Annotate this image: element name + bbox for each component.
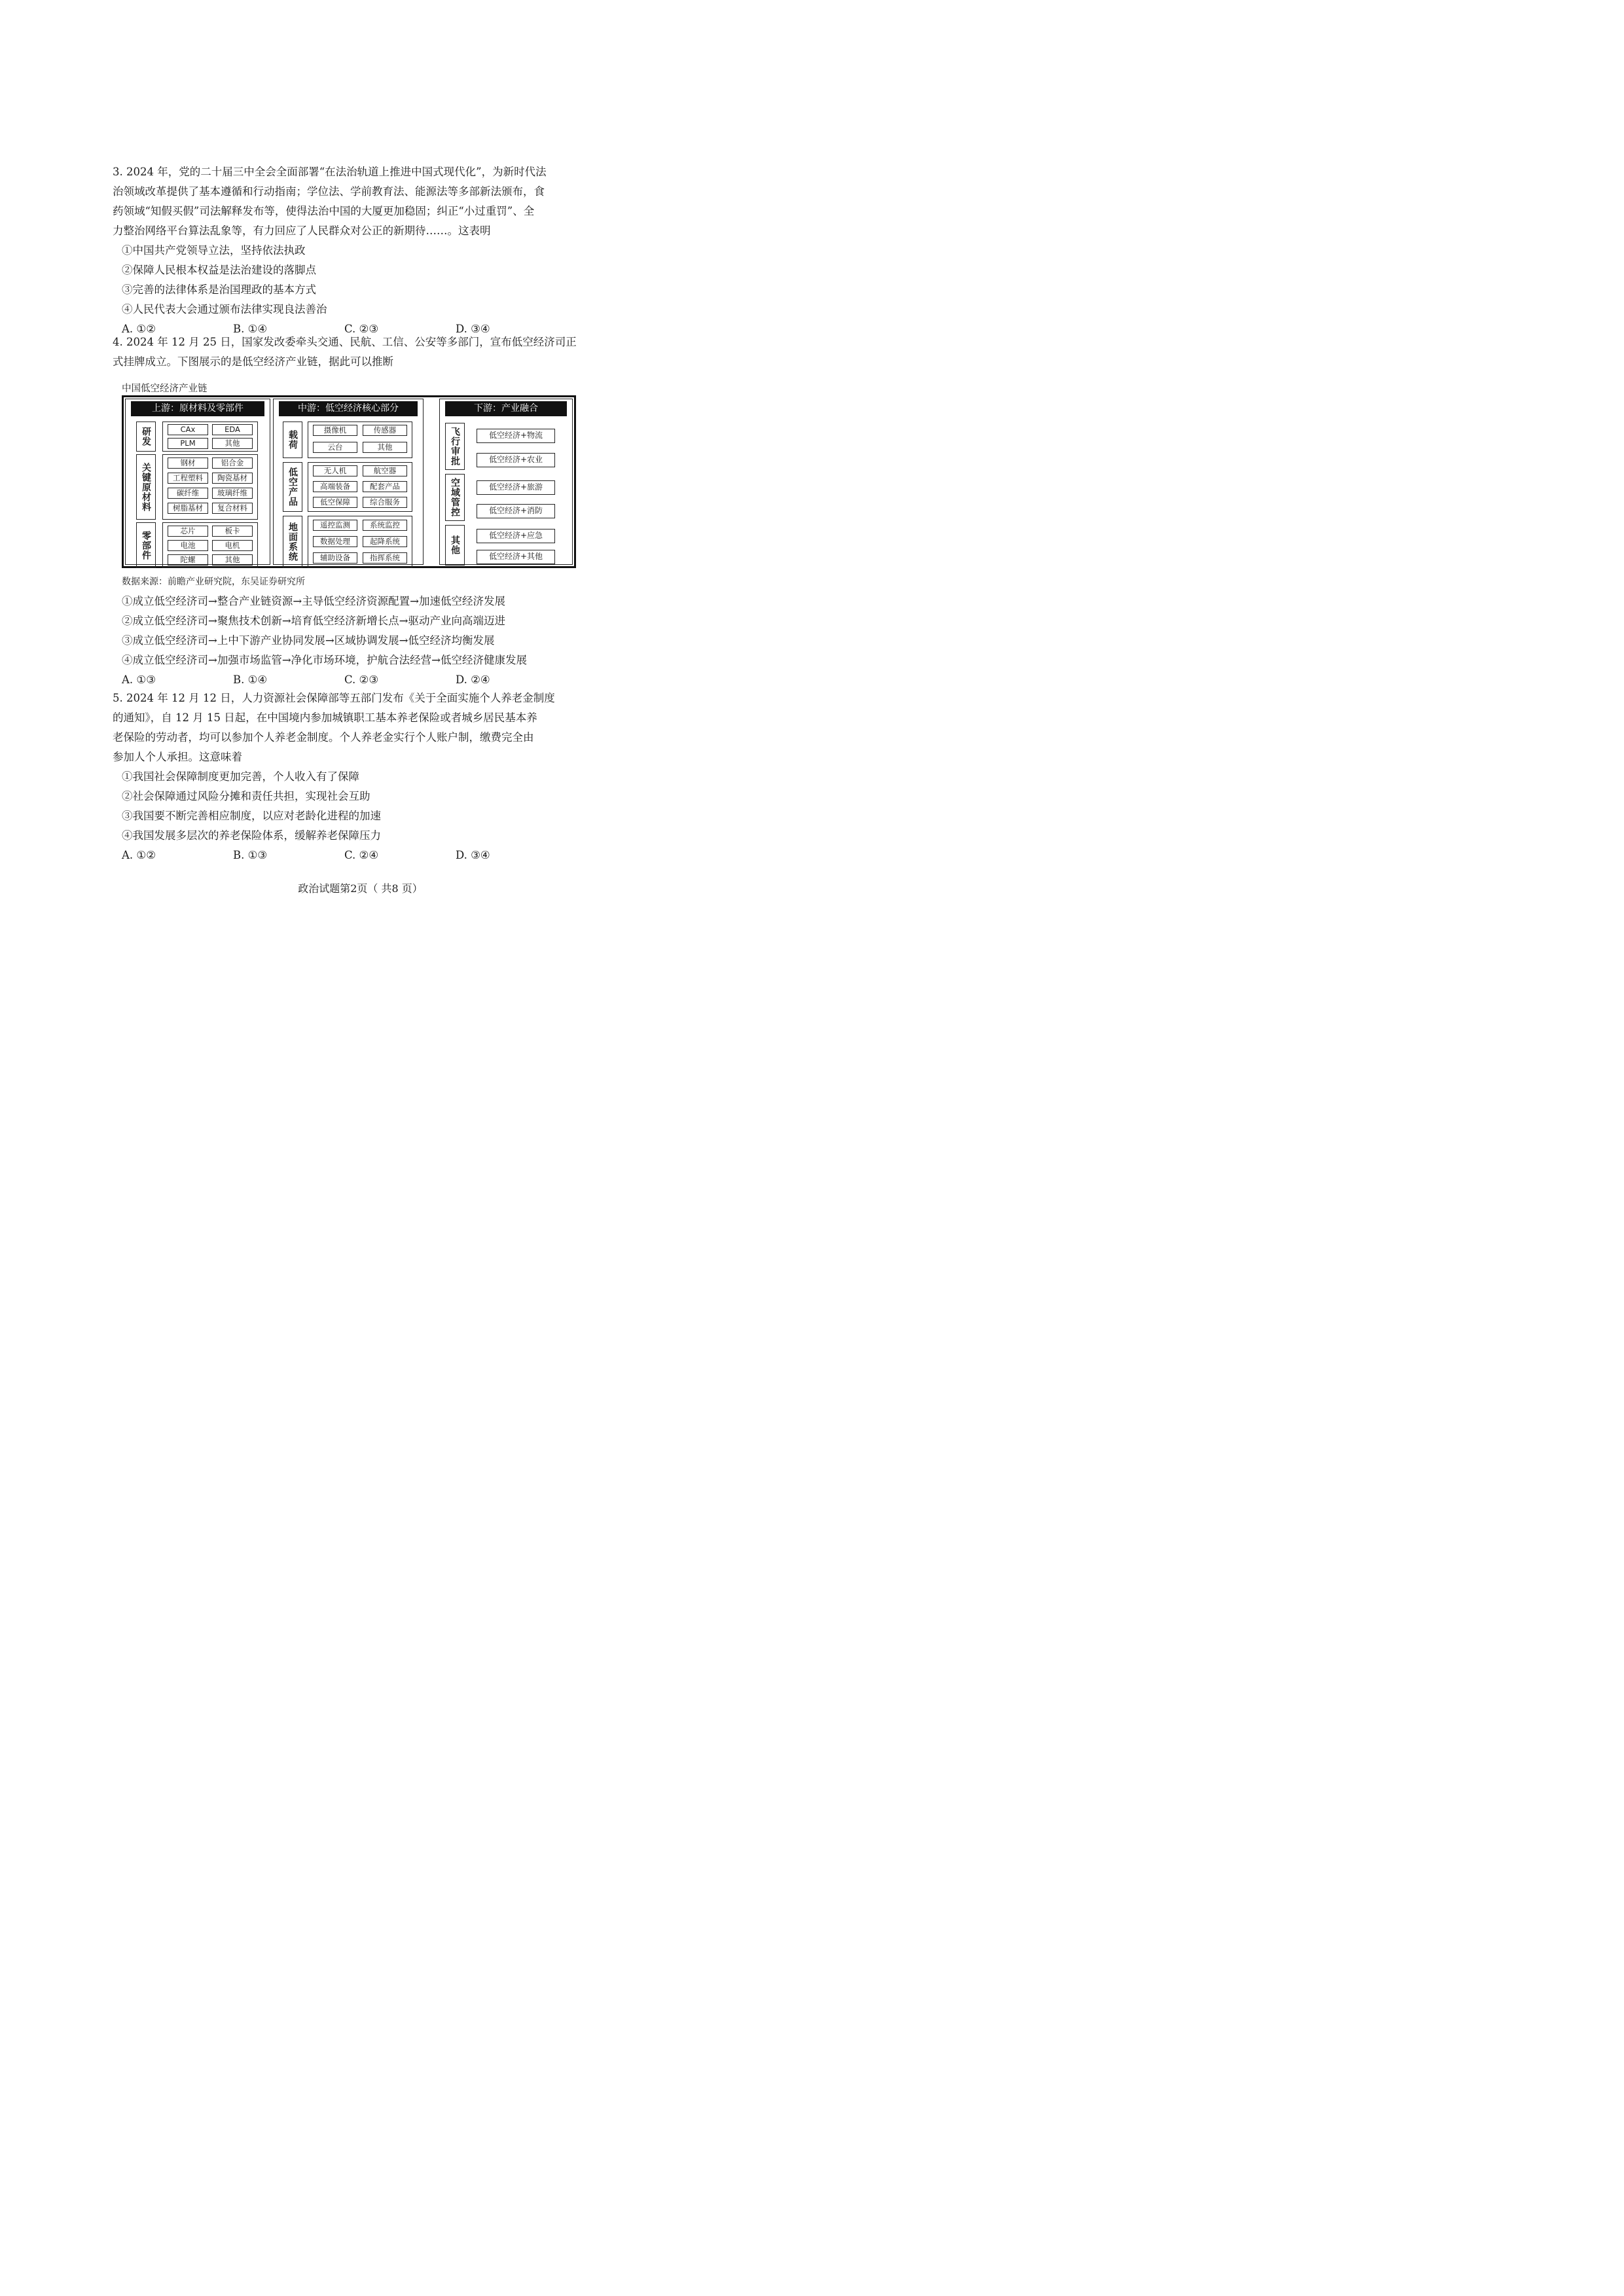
q3-stem-line: 治领域改革提供了基本遵循和行动指南；学位法、学前教育法、能源法等多部新法颁布，食 — [113, 185, 545, 198]
chain-item: 摄像机 — [313, 425, 357, 436]
q5-stem-line: 老保险的劳动者，均可以参加个人养老金制度。个人养老金实行个人账户制，缴费完全由 — [113, 731, 534, 744]
chain-item: 传感器 — [363, 425, 407, 436]
question-4-options — [113, 592, 584, 690]
chain-item: 指挥系统 — [363, 552, 407, 564]
fusion-item: 低空经济+物流 — [477, 429, 555, 443]
chain-item: 系统监控 — [363, 520, 407, 531]
chain-item: 起降系统 — [363, 536, 407, 547]
group-label: 研发 — [136, 422, 156, 452]
q3-stem-line: 力整治网络平台算法乱象等，有力回应了人民群众对公正的新期待……。这表明 — [113, 224, 491, 237]
downstream-label: 其他 — [445, 525, 465, 565]
q5-choices — [113, 846, 584, 865]
chain-item: 综合服务 — [363, 497, 407, 508]
chain-item: 陶瓷基材 — [212, 473, 253, 484]
q4-option: ③成立低空经济司→上中下游产业协同发展→区域协调发展→低空经济均衡发展 — [122, 634, 495, 647]
q3-choice-a: A. ①② — [122, 323, 156, 335]
downstream-label: 飞行审批 — [445, 423, 465, 470]
q5-choice-a: A. ①② — [122, 849, 156, 861]
downstream-label: 空域管控 — [445, 474, 465, 521]
chain-item: 树脂基材 — [168, 503, 208, 514]
q3-choice-b: B. ①④ — [233, 323, 268, 335]
q4-stem-line: 式挂牌成立。下图展示的是低空经济产业链，据此可以推断 — [113, 355, 393, 368]
chain-item: 钢材 — [168, 457, 208, 469]
chain-item: 配套产品 — [363, 481, 407, 492]
q3-choice-c: C. ②③ — [344, 323, 379, 335]
downstream-panel — [439, 399, 573, 565]
q5-stem-line: 的通知》，自 12 月 15 日起，在中国境内参加城镇职工基本养老保险或者城乡居民基本养 — [113, 711, 537, 724]
chain-item: 其他 — [212, 438, 253, 449]
chain-item: 遥控监测 — [313, 520, 357, 531]
chain-item: 云台 — [313, 442, 357, 453]
q4-option: ①成立低空经济司→整合产业链资源→主导低空经济资源配置→加速低空经济发展 — [122, 595, 505, 607]
question-4 — [113, 332, 584, 372]
q5-choice-d: D. ③④ — [456, 849, 490, 861]
q4-option: ④成立低空经济司→加强市场监管→净化市场环境，护航合法经营→低空经济健康发展 — [122, 654, 527, 666]
q3-stem-line: 3. 2024 年，党的二十届三中全会全面部署“在法治轨道上推进中国式现代化”，为新时代法 — [113, 166, 547, 178]
group-label: 关键原材料 — [136, 454, 156, 520]
chain-item: EDA — [212, 424, 253, 435]
q4-choice-b: B. ①④ — [233, 673, 268, 686]
chain-item: 辅助设备 — [313, 552, 357, 564]
fusion-item: 低空经济+消防 — [477, 504, 555, 518]
q3-option: ③完善的法律体系是治国理政的基本方式 — [122, 283, 316, 296]
question-5 — [113, 689, 584, 865]
chain-item: 无人机 — [313, 465, 357, 476]
fusion-item: 低空经济+其他 — [477, 550, 555, 564]
q4-choices — [113, 670, 584, 690]
fusion-item: 低空经济+旅游 — [477, 480, 555, 495]
chain-item: 低空保障 — [313, 497, 357, 508]
page-footer: 政治试题第2页（ 共8 页） — [298, 882, 423, 895]
chain-item: CAx — [168, 424, 208, 435]
chain-item: 工程塑料 — [168, 473, 208, 484]
q4-option: ②成立低空经济司→聚焦技术创新→培育低空经济新增长点→驱动产业向高端迈进 — [122, 615, 505, 627]
chain-item: 其他 — [363, 442, 407, 453]
q3-option: ④人民代表大会通过颁布法律实现良法善治 — [122, 303, 327, 315]
q5-option: ④我国发展多层次的养老保险体系，缓解养老保障压力 — [122, 829, 381, 842]
downstream-header: 下游：产业融合 — [445, 401, 567, 416]
q3-option: ①中国共产党领导立法，坚持依法执政 — [122, 244, 306, 257]
chain-item: 玻璃纤维 — [212, 488, 253, 499]
chain-item: PLM — [168, 438, 208, 449]
q5-option: ①我国社会保障制度更加完善，个人收入有了保障 — [122, 770, 359, 783]
fusion-item: 低空经济+应急 — [477, 529, 555, 543]
chain-item: 板卡 — [212, 526, 253, 537]
q3-choice-d: D. ③④ — [456, 323, 490, 335]
chain-item: 复合材料 — [212, 503, 253, 514]
q3-stem-line: 药领域“知假买假”司法解释发布等，使得法治中国的大厦更加稳固；纠正“小过重罚”、全 — [113, 205, 535, 217]
upstream-header: 上游：原材料及零部件 — [131, 401, 264, 416]
q4-choice-a: A. ①③ — [122, 673, 156, 686]
chart-title: 中国低空经济产业链 — [122, 384, 208, 394]
data-source-note: 数据来源：前瞻产业研究院，东吴证券研究所 — [122, 577, 305, 587]
chain-item: 数据处理 — [313, 536, 357, 547]
q5-stem-line: 参加人个人承担。这意味着 — [113, 751, 242, 763]
q4-choice-c: C. ②③ — [344, 673, 379, 686]
chain-item: 电池 — [168, 540, 208, 551]
upstream-panel — [125, 399, 270, 565]
industry-chain-diagram — [122, 395, 576, 568]
chain-item: 其他 — [212, 554, 253, 565]
q3-option: ②保障人民根本权益是法治建设的落脚点 — [122, 264, 316, 276]
q5-choice-c: C. ②④ — [344, 849, 379, 861]
q4-stem-line: 4. 2024 年 12 月 25 日，国家发改委牵头交通、民航、工信、公安等多部门，宣布低空经济司正 — [113, 336, 577, 348]
question-3 — [113, 162, 584, 339]
midstream-header: 中游：低空经济核心部分 — [279, 401, 418, 416]
chain-item: 航空器 — [363, 465, 407, 476]
q5-option: ③我国要不断完善相应制度，以应对老龄化进程的加速 — [122, 810, 381, 822]
chain-item: 电机 — [212, 540, 253, 551]
chain-item: 碳纤维 — [168, 488, 208, 499]
midstream-panel — [273, 399, 424, 565]
q4-choice-d: D. ②④ — [456, 673, 490, 686]
group-label: 零部件 — [136, 522, 156, 568]
group-label: 载荷 — [283, 422, 302, 458]
q5-stem-line: 5. 2024 年 12 月 12 日，人力资源社会保障部等五部门发布《关于全面实施个人养老金制度 — [113, 692, 555, 704]
group-label: 低空产品 — [283, 462, 302, 512]
chain-item: 高端装备 — [313, 481, 357, 492]
group-label: 地面系统 — [283, 516, 302, 568]
chain-item: 铝合金 — [212, 457, 253, 469]
chain-item: 陀螺 — [168, 554, 208, 565]
chain-item: 芯片 — [168, 526, 208, 537]
q5-choice-b: B. ①③ — [233, 849, 268, 861]
q5-option: ②社会保障通过风险分摊和责任共担，实现社会互助 — [122, 790, 370, 802]
fusion-item: 低空经济+农业 — [477, 453, 555, 467]
